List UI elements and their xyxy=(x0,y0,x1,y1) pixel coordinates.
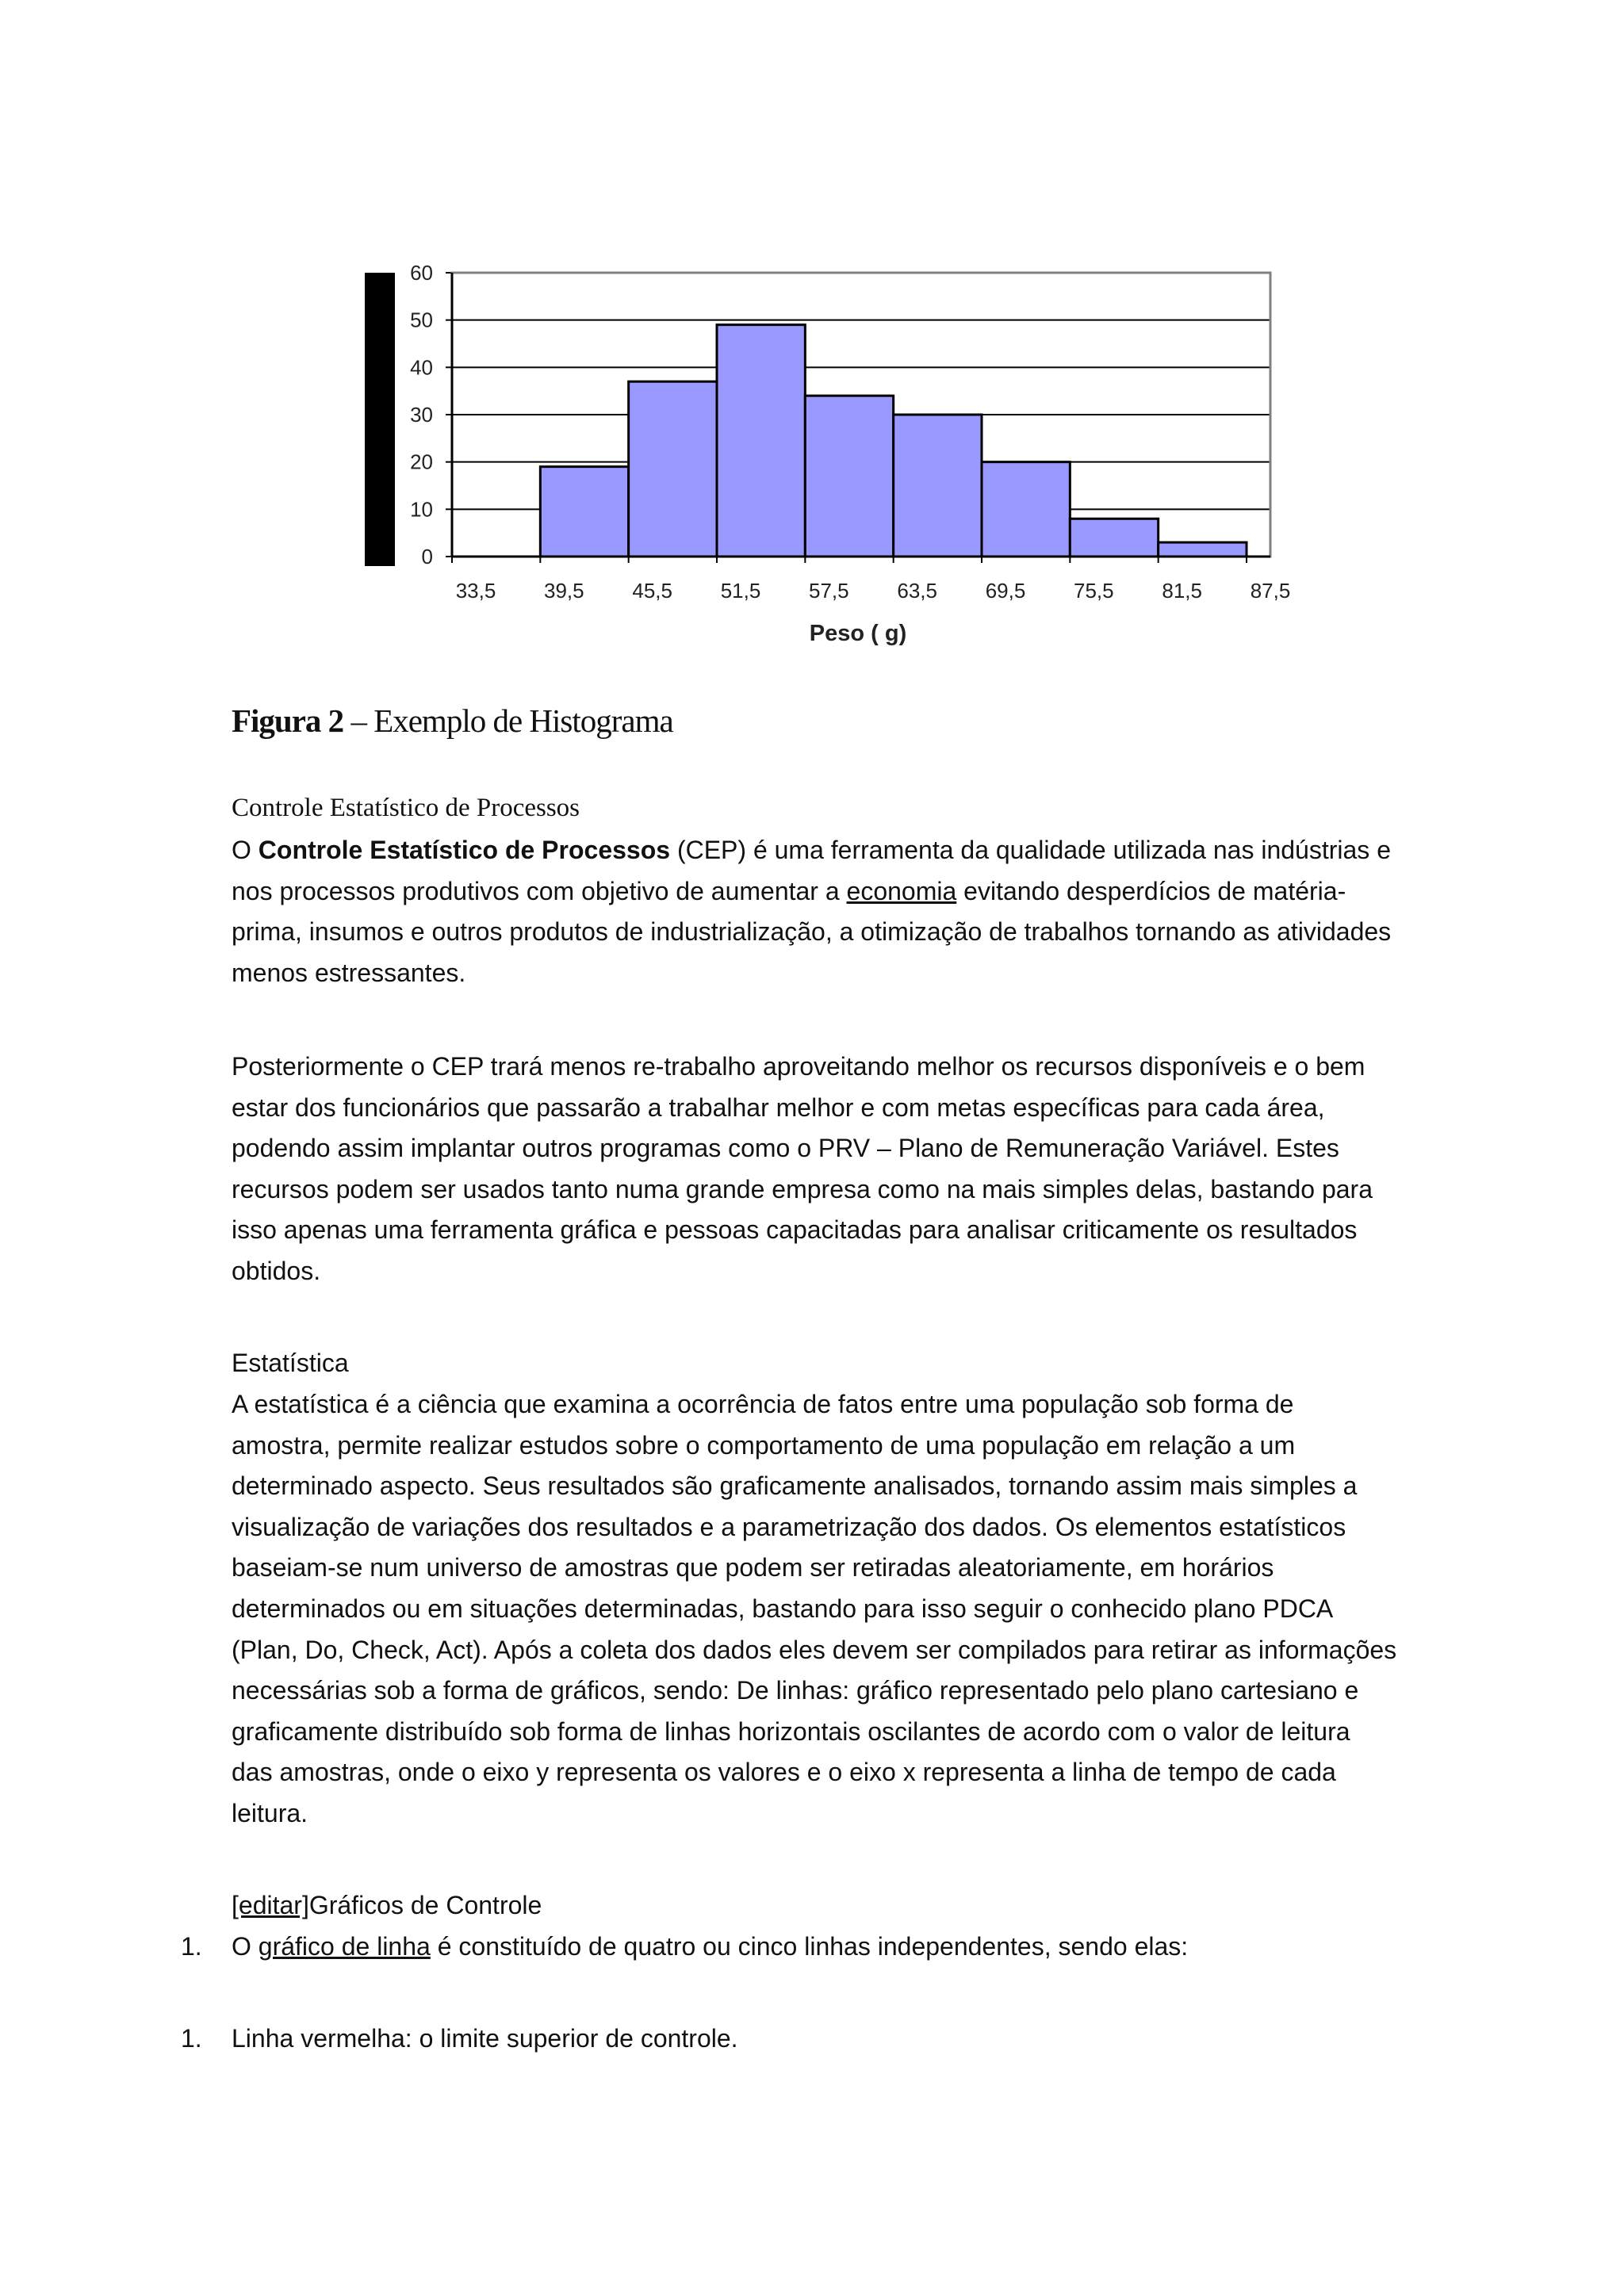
paragraph-cep-intro: O Controle Estatístico de Processos (CEP) é uma ferramenta da qualidade utilizada nas indústrias e nos processos produtivos com objetivo de aumentar a economia evitando desperdícios de matéria-prima, insumos e outros produtos de industrialização, a otimização de trabalhos tornando as atividades menos estressantes. xyxy=(232,836,1392,987)
y-tick-label: 60 xyxy=(410,261,433,285)
yaxis-black-bar xyxy=(365,273,395,566)
cep-bold-term: Controle Estatístico de Processos xyxy=(258,836,671,864)
x-axis-label: Peso ( g) xyxy=(809,621,907,646)
caption-dash: – xyxy=(343,702,374,739)
section-heading-graficos xyxy=(232,1885,542,1927)
caption-text: Exemplo de Histograma xyxy=(373,702,673,739)
x-tick-label: 33,5 xyxy=(455,579,496,603)
histogram-bar xyxy=(805,396,893,557)
histogram-bar xyxy=(1159,542,1247,557)
x-tick-label: 75,5 xyxy=(1074,579,1114,603)
grafico-de-linha-link[interactable]: gráfico de linha xyxy=(258,1932,431,1961)
list-item xyxy=(181,2019,738,2060)
histogram-bar xyxy=(894,415,982,557)
economia-link[interactable]: economia xyxy=(846,876,957,905)
x-tick-label: 69,5 xyxy=(985,579,1026,603)
histogram-bar xyxy=(982,462,1070,557)
edit-link[interactable]: [editar] xyxy=(232,1891,309,1919)
y-tick-label: 0 xyxy=(421,545,433,568)
paragraph-cep-details: Posteriormente o CEP trará menos re-trabalho aproveitando melhor os recursos disponíveis e o bem estar dos funcionários que passarão a trabalhar melhor e com metas específicas para cada área, podendo assim implantar outros programas como o PRV – Plano de Remuneração Variável. Estes recursos podem ser usados tanto numa grande empresa como na mais simples delas, bastando para isso apenas uma ferramenta gráfica e pessoas capacitadas para analisar criticamente os resultados obtidos. xyxy=(232,1052,1373,1285)
list-item: 1. O gráfico de linha é constituído de quatro ou cinco linhas independentes, sendo elas: xyxy=(181,1927,1188,1968)
histogram-bar xyxy=(540,467,628,557)
histogram-bar xyxy=(1070,519,1158,557)
y-tick-label: 50 xyxy=(410,308,433,332)
list-item-number: 1. xyxy=(181,1932,202,1961)
caption-label: Figura 2 xyxy=(232,702,344,739)
figure-caption xyxy=(232,702,673,740)
section-heading-cep: Controle Estatístico de Processos xyxy=(232,794,580,822)
x-tick-label: 81,5 xyxy=(1162,579,1202,603)
y-tick-label: 20 xyxy=(410,450,433,474)
x-tick-label: 57,5 xyxy=(809,579,849,603)
x-tick-label: 51,5 xyxy=(720,579,761,603)
histogram-bar xyxy=(717,325,805,557)
graficos-heading-text: Gráficos de Controle xyxy=(308,1891,542,1919)
list-item-number: 1. xyxy=(181,2024,202,2053)
histogram-chart xyxy=(357,254,1293,666)
x-tick-label: 39,5 xyxy=(544,579,584,603)
y-tick-label: 10 xyxy=(410,497,433,522)
list-item-text: Linha vermelha: o limite superior de controle. xyxy=(232,2024,738,2053)
y-tick-label: 40 xyxy=(410,355,433,380)
histogram-bar xyxy=(629,381,717,557)
x-tick-label: 87,5 xyxy=(1250,579,1291,603)
section-heading-estatistica: Estatística xyxy=(232,1349,349,1377)
x-tick-label: 63,5 xyxy=(897,579,937,603)
y-tick-label: 30 xyxy=(410,403,433,427)
paragraph-estatistica: A estatística é a ciência que examina a ocorrência de fatos entre uma população sob forma de amostra, permite realizar estudos sobre o comportamento de uma população em relação a um determinado aspecto. Seus resultados são graficamente analisados, tornando assim mais simples a visualização de variações dos resultados e a parametrização dos dados. Os elementos estatísticos baseiam-se num universo de amostras que podem ser retiradas aleatoriamente, em horários determinados ou em situações determinadas, bastando para isso seguir o conhecido plano PDCA (Plan, Do, Check, Act). Após a coleta dos dados eles devem ser compilados para retirar as informações necessárias sob a forma de gráficos, sendo: De linhas: gráfico representado pelo plano cartesiano e graficamente distribuído sob forma de linhas horizontais oscilantes de acordo com o valor de leitura das amostras, onde o eixo y representa os valores e o eixo x representa a linha de tempo de cada leitura. xyxy=(232,1390,1397,1827)
x-tick-label: 45,5 xyxy=(632,579,672,603)
